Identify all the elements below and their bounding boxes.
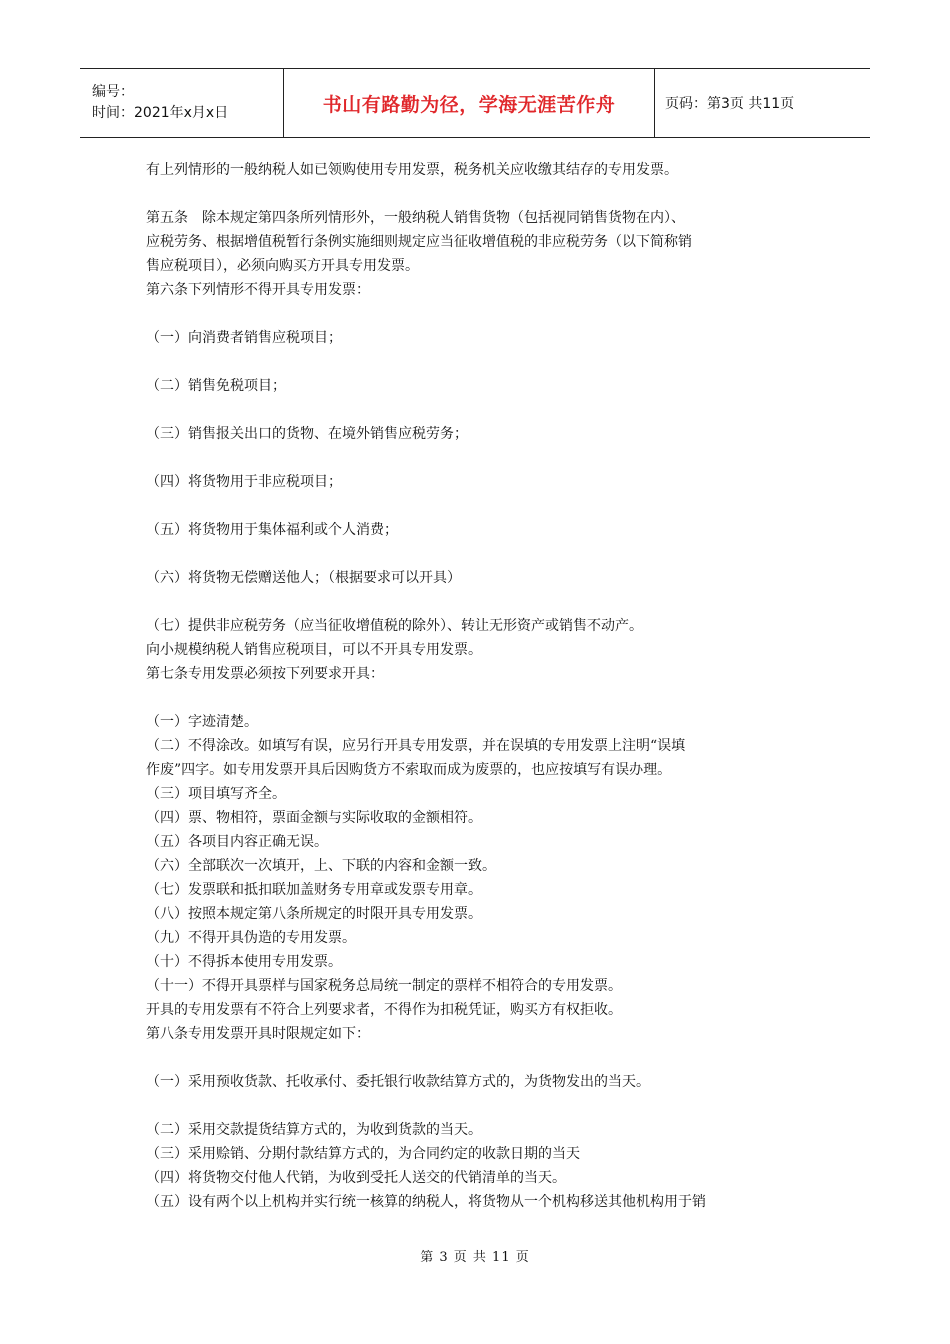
text-line: （二）销售免税项目； — [146, 378, 286, 394]
header-page-info: 页码：第3页 共11页 — [665, 96, 795, 112]
text-line: （五）各项目内容正确无误。 — [146, 834, 328, 850]
blank-line — [146, 494, 806, 518]
blank-line — [146, 1094, 806, 1118]
text-line: 第六条下列情形不得开具专用发票： — [146, 282, 370, 298]
blank-line — [146, 590, 806, 614]
blank-line — [146, 686, 806, 710]
text-line: 第七条专用发票必须按下列要求开具： — [146, 666, 384, 682]
blank-line — [146, 542, 806, 566]
header-motto: 书山有路勤为径，学海无涯苦作舟 — [322, 93, 616, 116]
text-line: （四）将货物用于非应税项目； — [146, 474, 342, 490]
text-line: （五）将货物用于集体福利或个人消费； — [146, 522, 398, 538]
text-line: （三）采用赊销、分期付款结算方式的，为合同约定的收款日期的当天 — [146, 1146, 580, 1162]
page-header — [80, 68, 870, 138]
text-line: （十一）不得开具票样与国家税务总局统一制定的票样不相符合的专用发票。 — [146, 978, 622, 994]
document-number: 编号： — [92, 84, 134, 100]
blank-line — [146, 182, 806, 206]
text-line: （二）不得涂改。如填写有误，应另行开具专用发票，并在误填的专用发票上注明“误填 — [146, 738, 686, 754]
text-line: （一）采用预收货款、托收承付、委托银行收款结算方式的，为货物发出的当天。 — [146, 1074, 650, 1090]
text-line: （十）不得拆本使用专用发票。 — [146, 954, 342, 970]
document-date: 时间：2021年x月x日 — [92, 105, 229, 121]
text-line: （一）向消费者销售应税项目； — [146, 330, 342, 346]
blank-line — [146, 1046, 806, 1070]
text-line: 售应税项目），必须向购买方开具专用发票。 — [146, 258, 419, 274]
text-line: （三）项目填写齐全。 — [146, 786, 286, 802]
text-line: （七）提供非应税劳务（应当征收增值税的除外）、转让无形资产或销售不动产。 — [146, 618, 643, 634]
text-line: （三）销售报关出口的货物、在境外销售应税劳务； — [146, 426, 468, 442]
document-body — [146, 158, 806, 1214]
text-line: （九）不得开具伪造的专用发票。 — [146, 930, 356, 946]
text-line: 开具的专用发票有不符合上列要求者，不得作为扣税凭证，购买方有权拒收。 — [146, 1002, 622, 1018]
blank-line — [146, 398, 806, 422]
text-line: （一）字迹清楚。 — [146, 714, 258, 730]
text-line: （二）采用交款提货结算方式的，为收到货款的当天。 — [146, 1122, 482, 1138]
text-line: （四）票、物相符，票面金额与实际收取的金额相符。 — [146, 810, 482, 826]
blank-line — [146, 302, 806, 326]
text-line: （四）将货物交付他人代销，为收到受托人送交的代销清单的当天。 — [146, 1170, 566, 1186]
text-line: 向小规模纳税人销售应税项目，可以不开具专用发票。 — [146, 642, 482, 658]
text-line: 作废”四字。如专用发票开具后因购货方不索取而成为废票的，也应按填写有误办理。 — [146, 762, 672, 778]
blank-line — [146, 446, 806, 470]
text-line: 应税劳务、根据增值税暂行条例实施细则规定应当征收增值税的非应税劳务（以下简称销 — [146, 234, 692, 250]
text-line: （八）按照本规定第八条所规定的时限开具专用发票。 — [146, 906, 482, 922]
blank-line — [146, 350, 806, 374]
text-line: （六）全部联次一次填开，上、下联的内容和金额一致。 — [146, 858, 496, 874]
text-line: 第八条专用发票开具时限规定如下： — [146, 1026, 370, 1042]
header-meta — [80, 69, 283, 137]
page-footer: 第 3 页 共 11 页 — [420, 1250, 530, 1265]
text-line: 有上列情形的一般纳税人如已领购使用专用发票，税务机关应收缴其结存的专用发票。 — [146, 162, 678, 178]
text-line: 第五条 除本规定第四条所列情形外，一般纳税人销售货物（包括视同销售货物在内）、 — [146, 210, 685, 226]
text-line: （七）发票联和抵扣联加盖财务专用章或发票专用章。 — [146, 882, 482, 898]
text-line: （六）将货物无偿赠送他人；（根据要求可以开具） — [146, 570, 461, 586]
header-page-info-cell — [655, 69, 870, 137]
header-motto-cell — [283, 69, 655, 137]
text-line: （五）设有两个以上机构并实行统一核算的纳税人，将货物从一个机构移送其他机构用于销 — [146, 1194, 706, 1210]
